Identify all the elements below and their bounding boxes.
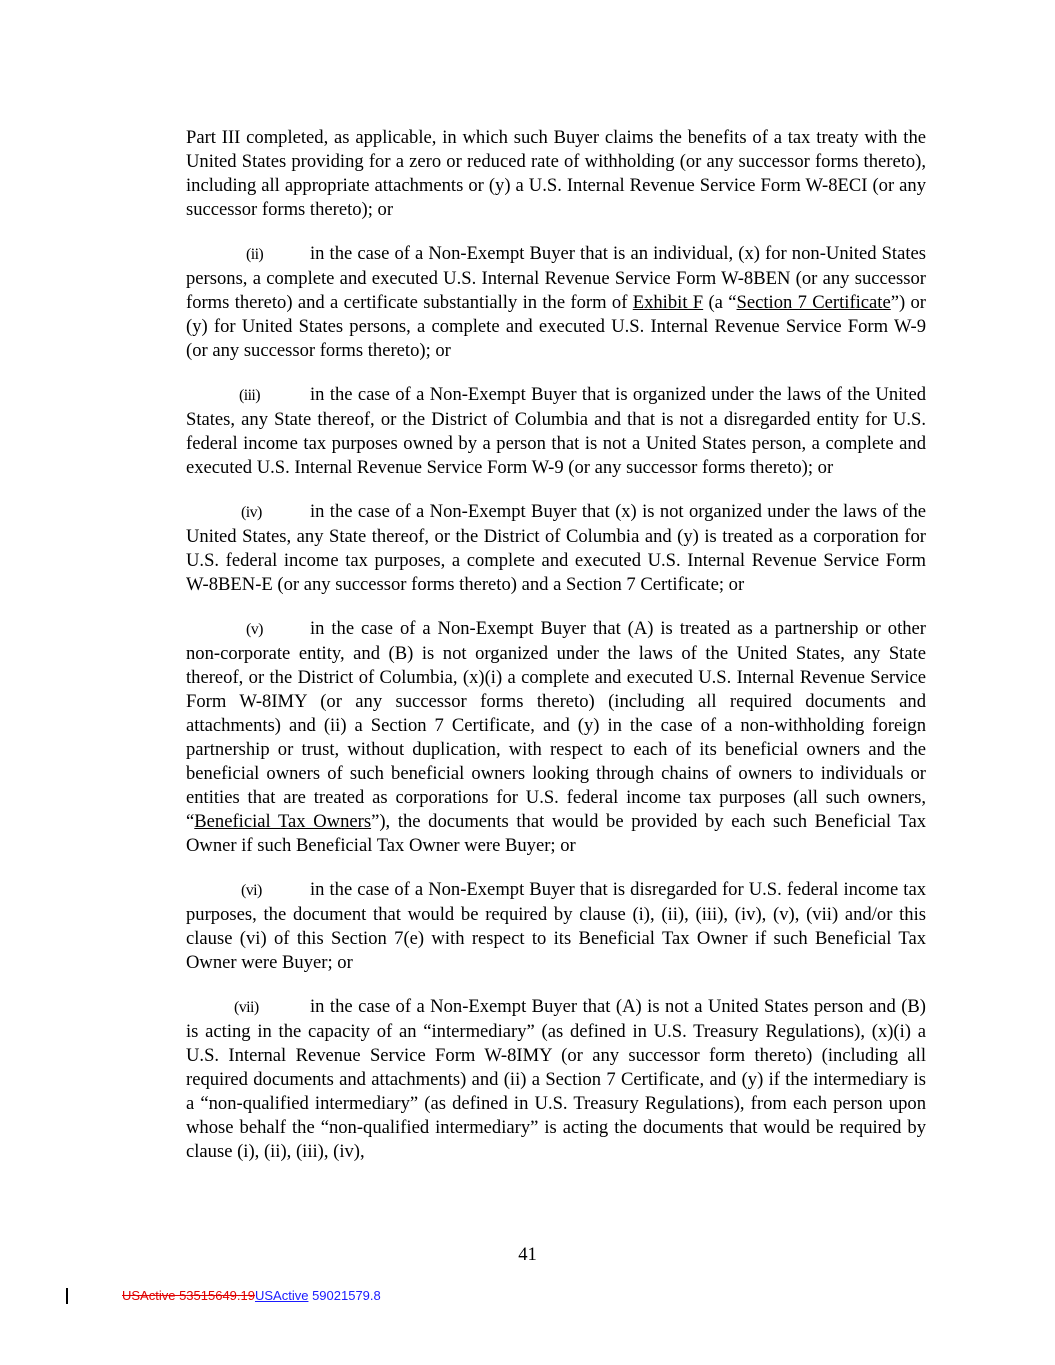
clause-number-vii: (vii) [234, 999, 259, 1016]
exhibit-f-reference: Exhibit F [632, 292, 704, 313]
beneficial-tax-owners-term: Beneficial Tax Owners [194, 811, 372, 832]
paragraph-iii [186, 383, 926, 480]
paragraph-ii-text-b: (a “ [703, 292, 737, 313]
paragraph-v-text-b: ”), the documents that would be provided by each such Beneficial Tax Owner if such Beneficial Tax Owner were Buyer; or [186, 811, 926, 856]
document-body [186, 126, 926, 1184]
clause-number-v: (v) [246, 621, 263, 638]
clause-number-vi: (vi) [241, 882, 262, 899]
clause-number-iii: (iii) [239, 387, 260, 404]
change-bar [66, 1288, 68, 1304]
clause-number-ii: (ii) [246, 246, 264, 263]
paragraph-ii [186, 242, 926, 363]
paragraph-intro-text: Part III completed, as applicable, in which such Buyer claims the benefits of a tax treaty with the United States providing for a zero or reduced rate of withholding (or any successor forms thereto), including all appropriate attachments or (y) a U.S. Internal Revenue Service Form W-8ECI (or any successor forms thereto); or [186, 127, 926, 220]
paragraph-vi-text: in the case of a Non-Exempt Buyer that is disregarded for U.S. federal income tax purposes, the document that would be required by clause (i), (ii), (iii), (iv), (v), (vii) and/or this clause (vi) of this Section 7(e) with respect to its Beneficial Tax Owner if such Beneficial Tax Owner were Buyer; or [186, 879, 926, 973]
clause-number-iv: (iv) [241, 504, 262, 521]
deleted-document-id: USActive 53515649.19 [122, 1288, 255, 1303]
inserted-document-label: USActive [254, 1288, 309, 1303]
inserted-document-id: 59021579.8 [308, 1288, 381, 1303]
paragraph-vii [186, 995, 926, 1164]
paragraph-ii-text-a: in the case of a Non-Exempt Buyer that is an individual, (x) for non-United States persons, a complete and executed U.S. Internal Revenue Service Form W-8BEN (or any successor forms thereto) and a certificate substantially in the form of [186, 243, 926, 313]
paragraph-v [186, 617, 926, 858]
paragraph-vi [186, 878, 926, 975]
paragraph-ii-text-c: ”) or (y) for United States persons, a complete and executed U.S. Internal Revenue Service Form W-9 (or any successor forms thereto); or [186, 292, 926, 361]
paragraph-iv-text: in the case of a Non-Exempt Buyer that (x) is not organized under the laws of the United States, any State thereof, or the District of Columbia and (y) is treated as a corporation for U.S. federal income tax purposes, a complete and executed U.S. Internal Revenue Service Form W-8BEN-E (or any successor forms thereto) and a Section 7 Certificate; or [186, 501, 926, 595]
paragraph-iv [186, 500, 926, 597]
paragraph-iii-text: in the case of a Non-Exempt Buyer that is organized under the laws of the United States, any State thereof, or the District of Columbia and that is not a disregarded entity for U.S. federal income tax purposes owned by a person that is not a United States person, a complete and executed U.S. Internal Revenue Service Form W-9 (or any successor forms thereto); or [186, 384, 926, 478]
page-number: 41 [518, 1244, 537, 1265]
paragraph-vii-text: in the case of a Non-Exempt Buyer that (A) is not a United States person and (B) is acting in the capacity of an “intermediary” (as defined in U.S. Treasury Regulations), (x)(i) a U.S. Internal Revenue Service Form W-8IMY (or any successor form thereto) (including all required documents and attachments) and (ii) a Section 7 Certificate, and (y) if the intermediary is a “non-qualified intermediary” (as defined in U.S. Treasury Regulations), from each person upon whose behalf the “non-qualified intermediary” is acting the documents that would be required by clause (i), (ii), (iii), (iv), [186, 996, 926, 1162]
section-7-certificate-term: Section 7 Certificate [736, 292, 891, 313]
footer-document-id [122, 1288, 381, 1304]
paragraph-intro [186, 126, 926, 222]
paragraph-v-text-a: in the case of a Non-Exempt Buyer that (A) is treated as a partnership or other non-corporate entity, and (B) is not organized under the laws of the United States, any State thereof, or the District of Columbia, (x)(i) a complete and executed U.S. Internal Revenue Service Form W-8IMY (or any successor forms thereto) (including all required documents and attachments) and (ii) a Section 7 Certificate, and (y) in the case of a non-withholding foreign partnership or trust, without duplication, with respect to each of its beneficial owners and the beneficial owners of such beneficial owners looking through chains of owners to individuals or entities that are treated as corporations for U.S. federal income tax purposes (all such owners, “ [186, 618, 926, 832]
